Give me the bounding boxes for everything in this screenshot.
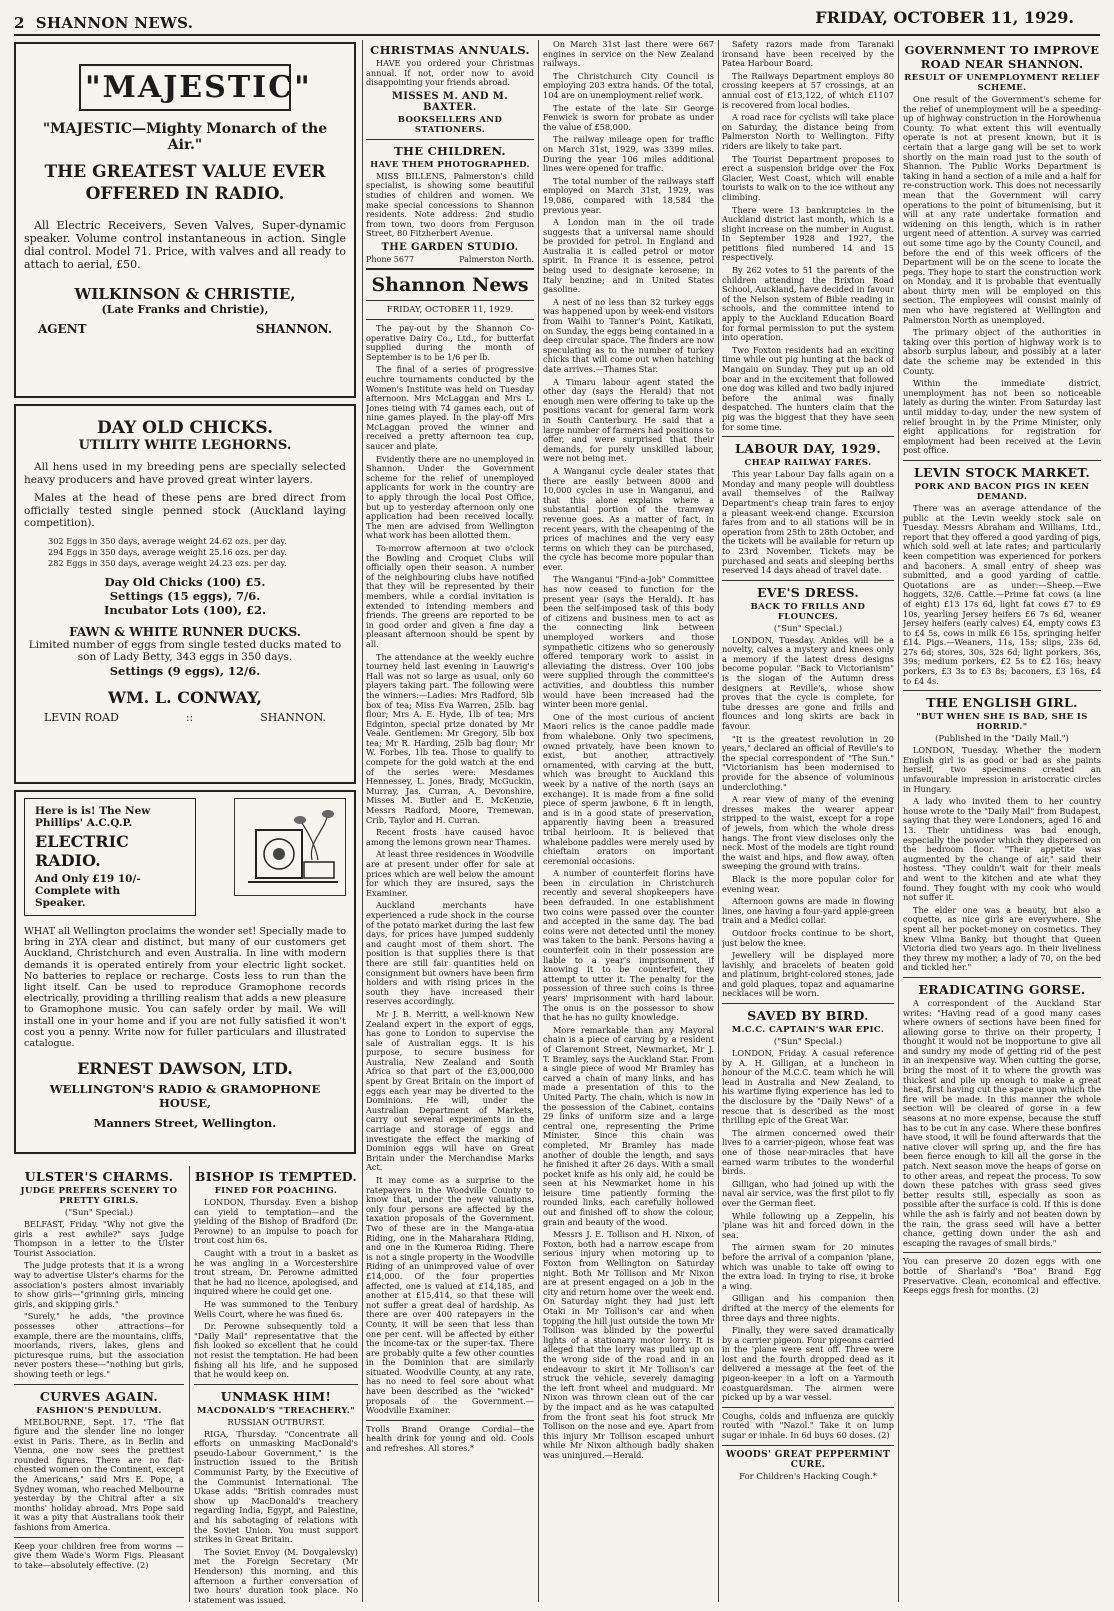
road: LEVIN ROAD: [44, 710, 119, 724]
column-3: [543, 40, 714, 1606]
paper-dateline: FRIDAY, OCTOBER 11, 1929.: [386, 304, 514, 315]
studio-contact: [366, 255, 534, 264]
philips-line: Here is is! The New: [35, 805, 151, 817]
children-body: MISS BILLENS, Palmerston's child specialist, is showing some beautiful studies of children and women. We make special concessions to Shannon residents. Note address: 2nd studio from town, two doors from Ferguson Street, 80 Fitzherbert Avenue.: [366, 170, 534, 239]
news-paragraph: It may come as a surprise to the ratepayers in the Woodville County to know that, under the new valuations, only four persons are affected by the taxation proposals of the Government. Two of these are in the Manga-atua Riding, one in the Maharahara Riding, and one in the Kumeroa Riding. There is not a single property in the Woodville Riding of an unimproved value of over £14,000. Of the four properties affected, one is valued at £14,185, and another at £15,414, so that these will not suffer a great deal of hardship. As there are over 400 ratepayers in the County, it will be seen that less than one per cent. will be affected by either the income-tax or the super-tax. There are probably quite a few other counties in the Dominion that are similarly situated. Woodville County, at any rate, has no need to feel sore about what have been described as the "wicked" proposals of the Government.—Woodville Examiner.: [366, 1175, 534, 1416]
gorse-para: A correspondent of the Auckland Star writes: "Having read of a good many cases where owners of sections have been fined for allowing gorse to thrive on their property, I thought it would not be inopportune to give all and sundry my mode of getting rid of the pest in an inexpensive way. When cutting the gorse, bring the most of it to where the growth was thickest and pile up enough to make a great heat, first having cut the space upon which the fire will be made. In this manner the whole section will be cleared of gorse in a few seasons at no more expense, because the stuff has to be cut in any case. Where these bonfires have stood, it will be found afterwards that the native clover will spring up, and the fire has been fierce enough to kill all the gorse in the patch. Next season move the heaps of gorse on to other areas, and repeat the process. To sow down these patches with grass seed gives better results still, especially as soon as possible after the surface is cold. If this is done while the ash is fairly and not beaten down by the rain, the grass seed will have a better chance, getting down under the ash and escaping the ravages of small birds.": [903, 997, 1101, 1248]
news-paragraph: There were 13 bankruptcies in the Auckland district last month, which is a slight increase on the number in August. In September 1928 and 1927, the petitions filed numbered 14 and 15 respectively.: [722, 204, 894, 263]
labour-para: This year Labour Day falls again on a Monday and many people will doubtless avail themselves of the Railway Department's cheap train fares to enjoy a pleasant week-end change. Excursion fares from and to all stations will be in operation from 25th to 28th October, and the tickets will be available for return up to 23rd November. Tickets may be purchased and seats and sleeping berths reserved 14 days ahead of travel date.: [722, 469, 894, 576]
road-headline: GOVERNMENT TO IMPROVE ROAD NEAR SHANNON.: [904, 43, 1100, 71]
philips-top: [24, 798, 346, 916]
column-rule: [718, 40, 719, 1602]
eve-subhead: BACK TO FRILLS AND FLOUNCES.: [750, 601, 866, 622]
news-paragraph: A rear view of many of the evening dresses makes the wearer appear stripped to the waist, except for a rope of jewels, from which the whole dress hangs. The front view discloses only the neck. Most of the models are tight round the waist and hips, and flow away, often sweeping the ground with trains.: [722, 794, 894, 872]
eve-headline: EVE'S DRESS.: [756, 584, 859, 600]
egg-record: 302 Eggs in 350 days, average weight 24.62 ozs. per day.: [48, 535, 287, 546]
news-paragraph: A nest of no less than 32 turkey eggs was happened upon by week-end visitors from Waihi to Tanner's Point, Katikati, on Sunday, the eggs being contained in a deep circular space. The finders are now speculating as to the number of turkey chicks that will come out when hatching date arrives.—Thames Star.: [543, 296, 714, 374]
nazol-ad: Coughs, colds and influenza are quickly routed with "Nazol." Take it on lump sugar or inhale. In 6d buys 60 doses. (2): [722, 1410, 894, 1441]
news-paragraph: The Railways Department employs 80 crossing keepers at 57 crossings, at an annual cost of £13,122, of which £1107 is recovered from local bodies.: [722, 70, 894, 110]
masthead-date: FRIDAY, OCTOBER 11, 1929.: [815, 8, 1074, 27]
price-line: Day Old Chicks (100) £5.: [104, 574, 266, 589]
news-paragraph: The Tourist Department proposes to erect a suspension bridge over the Fox Glacier, West Coast, which will enable tourists to walk on to the ice without any climbing.: [722, 153, 894, 202]
chicks-headline: DAY OLD CHICKS.: [96, 418, 273, 438]
news-paragraph: A Wanganui cycle dealer states that there are easily between 8000 and 10,000 cycles in use in Wanganui, and that this alone explains where a substantial portion of the tramway revenue goes. As a matter of fact, in recent years, with the cheapening of the prices of machines and the very easy terms on which they can be purchased, the cycle has become more popular than ever.: [543, 465, 714, 572]
girl-subhead: "BUT WHEN SHE IS BAD, SHE IS HORRID.": [916, 712, 1088, 733]
masthead-rule: [14, 34, 1100, 36]
bishop-para: Dr. Perowne subsequently told a "Daily Mail" representative that the fish looked so excellent that he could not resist the temptation. He had been fishing all his life, and he supposed that he would keep on.: [194, 1321, 358, 1380]
news-paragraph: The pay-out by the Shannon Co-operative Dairy Co., Ltd., for butterfat supplied during the month of September is to be 1/6 per lb.: [366, 322, 534, 362]
chicks-para: Males at the head of these pens are bred direct from officially tested single penned stock (Auckland laying competition).: [24, 492, 346, 529]
chicks-subhead: UTILITY WHITE LEGHORNS.: [78, 438, 292, 453]
girl-headline: THE ENGLISH GIRL.: [926, 695, 1078, 711]
news-paragraph: The railway mileage open for traffic on March 31st, 1929, was 3399 miles. During the year 106 miles additional lines were opened for traffic.: [543, 134, 714, 174]
philips-product: ELECTRIC RADIO.: [35, 832, 129, 870]
ulster-para: The judge protests that it is a wrong way to advertise Ulster's charms for the association's posters almost invariably to show girls—"grinning girls, mincing girls, and skipping girls.": [14, 1260, 184, 1309]
philips-line: Speaker.: [35, 897, 86, 909]
egg-record: 294 Eggs in 350 days, average weight 25.16 ozs. per day.: [48, 546, 287, 557]
column-rule: [898, 40, 899, 1602]
news-paragraph: One result of the Government's scheme for the relief of unemployment will be a speeding-up of highway construction in the Horowhenua County. To what extent this will eventually operate is not at present known, but it is certain that a large gang will be set to work shortly on the main road just to the south of Shannon. The Public Works Department is taking in hand a section of a mile and a half for re-construction work. This does not necessarily mean that the Government will carry operations to the point of bitumenising, but it will at any rate undertake formation and widening on this length, which is in rather urgent need of attention. A survey was carried out some time ago by the County Council, and before the end of this week officers of the Department will be on the scene to locate the pegs. They hope to start the construction work on Monday, and it is probable that eventually about thirty men will be employed on this section. The employees will consist mainly of men who have registered at Wellington and Palmerston North as unemployed.: [903, 94, 1101, 325]
chick-prices: [24, 575, 346, 617]
ulster-special: ("Sun" Special.): [64, 1208, 134, 1218]
studio-phone: Phone 5677: [366, 254, 415, 264]
news-paragraph: The total number of the railways staff employed on March 31st, 1929, was 19,086, compared with 18,584 the previous year.: [543, 175, 714, 215]
philips-body: WHAT all Wellington proclaims the wonder set! Specially made to bring in 2YA clear and distinct, but many of our customers get Auckland, Christchurch and even Australia. In line with modern demands it is operated entirely from your electric light socket. No batteries to replace or recharge. Costs less to run than the light itself. Can be used to reproduce Gramophone records electrically, providing a thrilling realism that adds a new pleasure to Gramophone music. You can safely order by mail. We will install one in your home and if you are not fully satisfied it won't cost you a penny. Write now for fuller particulars and illustrated catalogue.: [24, 926, 346, 1050]
ducks-body: Limited number of eggs from single tested ducks mated to son of Lady Betty, 343 eggs in 350 days.: [28, 638, 342, 663]
bishop-para: LONDON, Thursday. Even a bishop can yield to temptation—and the yielding of the Bishop of Bradford (Dr. Perowne) to an impulse to poach for trout cost him 6s.: [194, 1197, 358, 1246]
news-paragraph: Within the immediate district, unemployment has not been so noticeable lately as during the winter. From Saturday last until midday to-day, under the new system of relief brought in by the Prime Minister, only eight applications for registration for employment had been received at the Levin post office.: [903, 378, 1101, 456]
curves-para: MELBOURNE, Sept. 17. "The flat figure and the slender line no longer exist in Paris. There, as in Berlin and Vienna, one now sees the prettiest rounded figures. There are no flat-chested women on the Continent, except the Americans," said Mrs E. Pope, a Sydney woman, who reached Melbourne yesterday by the Chitral after a six months' holiday abroad. Mrs Pope said it was a pity that Australians took their fashions from America.: [14, 1416, 184, 1533]
agent-town: SHANNON.: [255, 322, 332, 336]
news-paragraph: A road race for cyclists will take place on Saturday, the distance being from Palmerston North to Wellington. Fifty riders are likely to take part.: [722, 112, 894, 151]
bishop-subhead: FINED FOR POACHING.: [214, 1186, 338, 1196]
news-paragraph: Gilligan, who had joined up with the naval air service, was the first pilot to fly over the German fleet.: [722, 1178, 894, 1208]
column-rule: [362, 40, 363, 1602]
news-paragraph: A Timaru labour agent stated the other day (says the Herald) that not enough men were offering to take up the positions vacant for general farm work in South Canterbury. He said that a large number of farmers had positions to offer, and were surprised that their demands, for purely unskilled labour, were not being met.: [543, 376, 714, 464]
majestic-agent-line: [38, 322, 332, 336]
paper-title: Shannon News: [371, 273, 529, 296]
column-4: [722, 40, 894, 1606]
bird-headline: SAVED BY BIRD.: [747, 1008, 869, 1024]
news-paragraph: Auckland merchants have experienced a rude shock in the course of the potato market during the last few days, for prices have jumped suddenly and caught most of them short. The position is that supplies there is that there are still fair quantities held on consignment but owners have been firm holders and with rising prices in the south they have increased their reserves accordingly.: [366, 900, 534, 1007]
news-paragraph: The Wanganui "Find-a-Job" Committee has now ceased to function for the present year (says the Herald). It has been the self-imposed task of this body of citizens and business men to act as the connecting link between unemployed workers and those sympathetic citizens who so generously offered temporary work to assist in alleviating the distress. Over 100 jobs were supplied through the committee's activities, and doubtless this number would have been increased had the winter been more genial.: [543, 574, 714, 710]
sep: ::: [185, 710, 194, 724]
dawson-house: WELLINGTON'S RADIO & GRAMOPHONE HOUSE,: [49, 1082, 321, 1111]
studio-place: Palmerston North.: [459, 254, 534, 264]
news-paragraph: Messrs J. E. Tollison and H. Nixon, of Foxton, both had a narrow escape from serious injury when motoring up to Foxton from Wellington on Saturday night. Both Mr Tollison and Mr Nixon are at present engaged on a job in the city and return home over the week end. On Saturday night they had just left Otaki in Mr Tollison's car and when topping the hill just outside the town Mr Tollison was blinded by the powerful lights of a stationary motor lorry. It is alleged that the lorry was pulled up on the wrong side of the road and in an endeavour to skirt it Mr Tollison's car struck the vehicle, severely damaging the left front wheel and mudguard. Mr Nixon was thrown clean out of the car by the impact and as he was catapulted from the front seat his foot struck Mr Tollison on the nose and eye. Apart from this injury Mr Tollison escaped unhurt while Mr Nixon although badly shaken was uninjured.—Herald.: [543, 1229, 714, 1460]
news-paragraph: By 262 votes to 51 the parents of the children attending the Brixton Road School, Auckland, have decided in favour of the Nelson system of Bible reading in schools, and the committee intend to apply to the Auckland Education Board for formal permission to put the system into operation.: [722, 265, 894, 343]
road-story: [903, 95, 1101, 456]
eve-story: [722, 636, 894, 999]
majestic-logo: "MAJESTIC": [79, 64, 291, 111]
news-paragraph: "It is the greatest revolution in 20 years," declared an official of Reville's to the special correspondent of "The Sun." "Victorianism has been modernised to provide for the absence of voluminous underclothing.": [722, 733, 894, 792]
news-paragraph: The airmen concerned owed their lives to a carrier-pigeon, whose feat was one of those near-miracles that have earned warm tributes to the wonderful birds.: [722, 1127, 894, 1177]
gorse-headline: ERADICATING GORSE.: [918, 981, 1086, 997]
radio-icon: [238, 802, 342, 892]
labour-headline: LABOUR DAY, 1929.: [735, 441, 881, 457]
column-5: [903, 40, 1101, 1606]
news-items: [722, 40, 894, 432]
masthead-left: [14, 14, 193, 32]
egg-preservative-ad: You can preserve 20 dozen eggs with one bottle of Sharland's "Boa" Brand Egg Preservative. Clean, economical and effective. Keeps eggs fresh for months. (2): [903, 1256, 1101, 1296]
baxter-firm: MISSES M. AND M. BAXTER.: [391, 90, 509, 113]
town: SHANNON.: [260, 710, 326, 724]
news-paragraph: Two Foxton residents had an exciting time while out pig hunting at the back of Mangaiu on Sunday. They put up an old boar and in the excitement that followed one dog was killed and two badly injured before the animal was finally despatched. The hunters claim that the pig was the biggest that they have seen for some time.: [722, 344, 894, 432]
column-ads: [14, 42, 356, 1154]
bird-subhead: M.C.C. CAPTAIN'S WAR EPIC.: [731, 1025, 885, 1036]
news-paragraph: The final of a series of progressive euchre tournaments conducted by the Women's Institute was held on Tuesday afternoon. Mrs McLaggan and Mrs L. Jones tieing with 74 games each, out of nine games played. In the play-off Mrs McLaggan proved the winner and received a pretty afternoon tea cup, saucer and plate.: [366, 364, 534, 452]
majestic-headline: THE GREATEST VALUE EVER OFFERED IN RADIO.: [44, 162, 326, 204]
philips-box: [24, 798, 196, 916]
children-subhead: HAVE THEM PHOTOGRAPHED.: [370, 159, 530, 170]
price-line: Settings (15 eggs), 7/6.: [109, 588, 261, 603]
bishop-para: He was summoned to the Tenbury Wells Court, where he was fined 6s.: [194, 1298, 358, 1319]
bishop-headline: BISHOP IS TEMPTED.: [194, 1169, 358, 1184]
news-paragraph: LONDON, Tuesday. Ankles will be a novelty, calves a mystery and knees only a memory if the latest dress designs become popular. "Back to Victorianism" is the slogan of the Autumn dress designers at Reville's, whose show proves that the cycle is complete, for tube dresses are gone and frills and flounces and long skirts are back in favour.: [722, 634, 894, 732]
unmask-para: RIGA, Thursday. "Concentrate all efforts on unmasking MacDonald's pseudo-Labour Government," is the instruction issued to the British Communist Party, by the Executive of the Communist International. The Ukase adds: "British comrades must show up MacDonald's treachery regarding India, Egypt, and Palestine, and his sabotaging of relations with the Soviet Union. You must support strikes in Great Britain.: [194, 1428, 358, 1545]
xmas-headline: CHRISTMAS ANNUALS.: [370, 43, 530, 57]
philips-ad: [14, 790, 356, 1154]
baxter-sub: BOOKSELLERS AND STATIONERS.: [397, 114, 503, 135]
news-paragraph: Jewellery will be displayed more lavishly, and bracelets of beaten gold and platinum, bright-colored stones, jade and gold plaques, topaz and aquamarine necklaces will be worn.: [722, 950, 894, 999]
conway-address: [44, 711, 326, 724]
news-paragraph: Safety razors made from Taranaki ironsand have been received by the Patea Harbour Board.: [722, 40, 894, 69]
philips-line: And Only £19 10/-: [35, 873, 141, 885]
conway-name: WM. L. CONWAY,: [108, 687, 262, 707]
news-paragraph: More remarkable than any Mayoral chain is a piece of carving by a resident of Claremont Street, Newmarket, Mr J. T. Bramley, says the Auckland Star. From a single piece of wood Mr Bramley has carved a chain of many links, and has made a presentation of this to the United Party. The chain, which is now in the possession of the Cabinet, contains 29 links of uniform size and a large central one, representing the Prime Minister. Since this chain was completed, Mr Bramley has made another of double the length, and says he finished it after 26 days. With a small pocket knife as his only aid, he could be seen at his Newmarket home in his leisure time patiently forming the rounded links, each carefully hollowed out and finished off to show the colour, grain and beauty of the wood.: [543, 1024, 714, 1227]
ulster-para: "Surely," he adds, "the province possesses other attractions—for example, there are the mountains, cliffs, moorlands, rivers, lakes, glens and picturesque ruins, but the association never posters these—"nothing but girls, showing teeth or legs.": [14, 1311, 184, 1379]
radio-illustration: [234, 798, 346, 896]
unmask-subhead: MACDONALD'S "TREACHERY.": [197, 1405, 355, 1416]
price-line: Incubator Lots (100), £2.: [103, 602, 267, 617]
trolls-ad: Trolls Brand Orange Cordial—the health drink for young and old. Cools and refreshes. All stores.*: [366, 1423, 534, 1454]
ulster-headline: ULSTER'S CHARMS.: [24, 1169, 174, 1184]
children-headline: THE CHILDREN.: [394, 143, 506, 158]
bishop-para: Caught with a trout in a basket as he was angling in a Worcestershire trout stream, Dr. Perowne admitted that he had no licence, apologised, and inquired where he could get one.: [194, 1247, 358, 1297]
majestic-firm: WILKINSON & CHRISTIE,: [74, 285, 296, 303]
ulster-subhead: JUDGE PREFERS SCENERY TO PRETTY GIRLS.: [20, 1186, 178, 1206]
worm-figs-ad: Keep your children free from worms —give them Wade's Worm Figs. Pleasant to take—absolutely effective. (2): [14, 1540, 184, 1570]
news-items: [543, 40, 714, 1461]
page-number: 2: [14, 14, 25, 32]
peppermint-headline: WOODS' GREAT PEPPERMINT CURE.: [725, 1449, 891, 1470]
girl-story: [903, 746, 1101, 973]
studio-name: THE GARDEN STUDIO.: [381, 241, 519, 253]
column-bishop: [194, 1166, 358, 1606]
news-paragraph: A London man in the oil trade suggests that a universal name should be provided for petrol. In England and Australia it is called petrol or motor spirit. In France it is essence, petrol being used to designate kerosene; in Italy benzine; and in United States gasoline.: [543, 217, 714, 295]
news-paragraph: A number of counterfeit florins have been in circulation in Christchurch recently and several shopkeepers have been defrauded. In one establishment two coins were passed over the counter and accepted in the same day. The bad coins were not detected until the money was taken to the bank. Persons having a counterfeit coin in their possession are liable to a year's imprisonment, if knowing it to be counterfeit, they attempt to utter it. The penalty for the possession of three such coins is three years' imprisonment with hard labour. The onus is on the possessor to show that he has no guilty knowledge.: [543, 868, 714, 1023]
news-paragraph: At least three residences in Woodville are at present under offer for sale at prices which are well below the amount for which they are insured, says the Examiner.: [366, 849, 534, 898]
dawson-firm: ERNEST DAWSON, LTD.: [77, 1059, 293, 1079]
ducks-headline: FAWN & WHITE RUNNER DUCKS.: [69, 624, 301, 639]
news-paragraph: The attendance at the weekly euchre tourney held last evening in Lauwrig's Hall was not so large as usual, only 60 players taking part. The following were the winners:—Ladies: Mrs Radford, 5lb box of tea; Miss Eva Warren, 25lb. bag flour; Mrs A. E. Hyde, 1lb of tea; Mrs Edginton, special prize donated by Mr Veale. Gentlemen: Mr Gregory, 5lb box tea; Mr R. Harding, 25lb bag flour; Mr W. Forbes, 1lb tea. Those to qualify to compete for the gold watch at the end of the series were: Mesdames Hennessey, L. Jones, Brady, McGuckin, Murray, Jas. Curran, A. Devonshire, Misses M. Butler and E. McKenzie, Messrs Radford, Moore, Tremewan, Crib, Taylor and H. Curran.: [366, 651, 534, 825]
news-paragraph: The airmen swam for 20 minutes before the arrival of a companion 'plane, which was unable to take off owing to the extra load. In trying to rise, it broke a wing.: [722, 1242, 894, 1291]
news-paragraph: The estate of the late Sir George Fenwick is sworn for probate as under the value of £58,000.: [543, 102, 714, 132]
philips-line: Phillips' A.C.Q.P.: [35, 817, 133, 829]
news-paragraph: A lady who invited them to her country house wrote to the "Daily Mail" from Budapest, saying that they were Londoners, aged 16 and 13. Their untidiness was bad enough, especially the powder which they dispersed on the bedroom floor. "Their appetite was augmented by the change of air," said their hostess. "They couldn't wait for their meals and went to the kitchen and ate what they found. They fought with my cook who would not suffer it.: [903, 796, 1101, 903]
majestic-body: All Electric Receivers, Seven Valves, Super-dynamic speaker. Volume control instantaneous in action. Single dial control. Model 71. Price, with valves and all ready to attach to aerial, £50.: [24, 219, 346, 271]
chicks-para: All hens used in my breeding pens are specially selected heavy producers and have proved great winter layers.: [24, 461, 346, 486]
labour-subhead: CHEAP RAILWAY FARES.: [744, 458, 872, 469]
news-paragraph: The primary object of the authorities in taking over this portion of highway work is to absorb surplus labour, and possibly at a later date the scheme may be extended in this County.: [903, 327, 1101, 376]
column-rule: [538, 40, 539, 1602]
egg-record: 282 Eggs in 350 days, average weight 24.23 ozs. per day.: [48, 557, 287, 568]
dawson-address: Manners Street, Wellington.: [93, 1116, 277, 1131]
news-paragraph: Outdoor frocks continue to be short, just below the knee.: [722, 927, 894, 948]
egg-records: [48, 536, 346, 569]
news-paragraph: The elder one was a beauty, but also a coquette, as nice girls are everywhere. She spent all her pocket-money on cosmetics. They knew Vilma Banky, but thought that Queen Victoria died two years ago. In their liveliness they threw my mother, a lady of 70, on the bed and tickled her.": [903, 904, 1101, 973]
news-paragraph: Gilligan and his companion then drifted at the mercy of the elements for three days and three nights.: [722, 1293, 894, 1323]
ducks-price: Settings (9 eggs), 12/6.: [109, 663, 261, 678]
bird-special: ("Sun" Special.): [773, 1037, 843, 1048]
unmask-subhead2: RUSSIAN OUTBURST.: [227, 1417, 325, 1428]
curves-headline: CURVES AGAIN.: [39, 1388, 159, 1404]
bird-story: [722, 1049, 894, 1403]
news-paragraph: Mr J. B. Merritt, a well-known New Zealand expert in the export of eggs, has gone to London to supervise the sale of Australian eggs. It is his purpose, to secure business for Australia, New Zealand and South Africa so that part of the £3,000,000 spent by Great Britain on the import of eggs each year may be diverted to the Dominions. He will, under the Australian Department of Markets, carry out several experiments in the carriage and storage of eggs and investigate the effect the marking of Dominion eggs will have on Great Britain under the Merchandise Marks Act.: [366, 1008, 534, 1173]
paper-name: SHANNON NEWS.: [35, 14, 194, 32]
levin-headline: LEVIN STOCK MARKET.: [913, 464, 1091, 480]
news-paragraph: To-morrow afternoon at two o'clock the Bowling and Croquet Clubs will officially open their season. A number of the neighbouring clubs have notified that they will be represented by their members, while a cordial invitation is extended to intending members and friends. The greens are reported to be in good order and given a fine day a pleasant afternoon should be spent by all.: [366, 543, 534, 649]
xmas-body: HAVE you ordered your Christmas annual. If not, order now to avoid disappointing your friends abroad.: [366, 58, 534, 88]
girl-special: (Published in the "Daily Mail."): [935, 734, 1069, 745]
column-2: [366, 40, 534, 1606]
levin-subhead: PORK AND BACON PIGS IN KEEN DEMAND.: [914, 481, 1090, 502]
news-paragraph: Finally, they were saved dramatically by a carrier pigeon. Four pigeons carried in the 'plane were sent off. Three were lost and the fourth dropped dead as it delivered a message at the feet of the pigeon-keeper in a loft on a Yarmouth coastguardsman. The airmen were picked up by a war vessel.: [722, 1325, 894, 1403]
news-paragraph: Black is the more popular color for evening wear.: [722, 873, 894, 894]
chicks-ad: [14, 404, 356, 784]
unmask-headline: UNMASK HIM!: [220, 1388, 332, 1404]
unmask-para: The Soviet Envoy (M. Dovgalevsky) met the Foreign Secretary (Mr Henderson) this morning, and this afternoon a further conversation of two hours' duration took place. No statement was issued.: [194, 1546, 358, 1605]
majestic-ad: [14, 42, 356, 398]
column-rule: [189, 1166, 190, 1602]
majestic-firm-sub: (Late Franks and Christie),: [101, 303, 269, 316]
philips-line: Complete with: [35, 885, 121, 897]
news-paragraph: LONDON, Tuesday. Whether the modern English girl is as good or bad as she paints herself, two specimens created an unfavourable impression in aristocratic circles in Hungary.: [903, 745, 1101, 794]
news-paragraph: One of the most curious of ancient Maori relics is the canoe paddle made from whalebone. Only two specimens, owned privately, have been known to exist, but another, attractively ornamented, with carving at the butt, which was brought to Auckland this week by a native of the north (says an exchange). It is made from a fine solid piece of sperm jawbone, 6 ft in length, and is in a good state of preservation, apparently having been a treasured tribal heirloom. It is believed that whalebone paddles were merely used by chieftain orators on important ceremonial occasions.: [543, 711, 714, 866]
news-paragraph: Evidently there are no unemployed in Shannon. Under the Government scheme for the relief of unemployed applicants for work in the country are to apply through the local Post Office, but up to yesterday afternoon only one application had been received locally. The men are advised from Wellington what work has been allotted them.: [366, 453, 534, 541]
news-paragraph: While following up a Zeppelin, his 'plane was hit and forced down in the sea.: [722, 1210, 894, 1240]
local-news: [366, 324, 534, 1416]
ulster-para: BELFAST, Friday. "Why not give the girls a rest awhile?" says Judge Thompson in a letter to the Ulster Tourist Association.: [14, 1219, 184, 1258]
news-paragraph: LONDON, Friday. A casual reference by A. H. Gilligan, at a luncheon in honour of the M.C.C. team which he will lead in Australia and New Zealand, to his wartime flying experience has led to the disclosure by the "Daily News" of a rescue that is described as the most thrilling epic of the Great War.: [722, 1048, 894, 1126]
peppermint-sub: For Children's Hacking Cough.*: [739, 1471, 877, 1482]
news-paragraph: Recent frosts have caused havoc among the lemons grown near Thames.: [366, 827, 534, 847]
majestic-tagline: "MAJESTIC—Mighty Monarch of the Air.": [42, 121, 328, 153]
column-ulster: [14, 1166, 184, 1606]
news-paragraph: The Christchurch City Council is employing 203 extra hands. Of the total, 104 are on unemployment relief work.: [543, 70, 714, 100]
road-subhead: RESULT OF UNEMPLOYMENT RELIEF SCHEME.: [904, 73, 1100, 93]
curves-subhead: FASHION'S PENDULUM.: [36, 1405, 162, 1416]
agent-label: AGENT: [38, 322, 87, 336]
levin-para: There was an average attendance of the public at the Levin weekly stock sale on Tuesday. Messrs Abraham and Williams, Ltd., report that they offered a good yarding of pigs, which sold well at late rates; and particularly keen competition was experienced for porkers and baconers. A small entry of sheep was submitted, and a good yarding of cattle. Quotations are as under:—Sheep.—Ewe hoggets, 32/6. Cattle.—Prime fat cows (a line of eight) £13 17s 6d, light fat cows £7 to £9 10s, yearling Jersey heifers £6 7s 6d, weaner Jersey heifers (early calves) £4, empty cows £3 to £4 5s, cows in milk £6 15s, springing heifer £14. Pigs.—Weaners, 11s, 15s; slips, 23s 6d, 27s 6d; stores, 30s, 32s 6d; light porkers, 36s, 39s; medium porkers, £2 5s to £2 16s; heavy porkers, £3 3s to £3 8s; baconers, £3 16s, £4 to £4 4s.: [903, 502, 1101, 686]
news-paragraph: Afternoon gowns are made in flowing lines, one having a four-yard apple-green train and a Medici collar.: [722, 896, 894, 926]
eve-special: ("Sun" Special.): [773, 623, 843, 634]
news-paragraph: On March 31st last there were 667 engines in service on the New Zealand railways.: [543, 40, 714, 69]
